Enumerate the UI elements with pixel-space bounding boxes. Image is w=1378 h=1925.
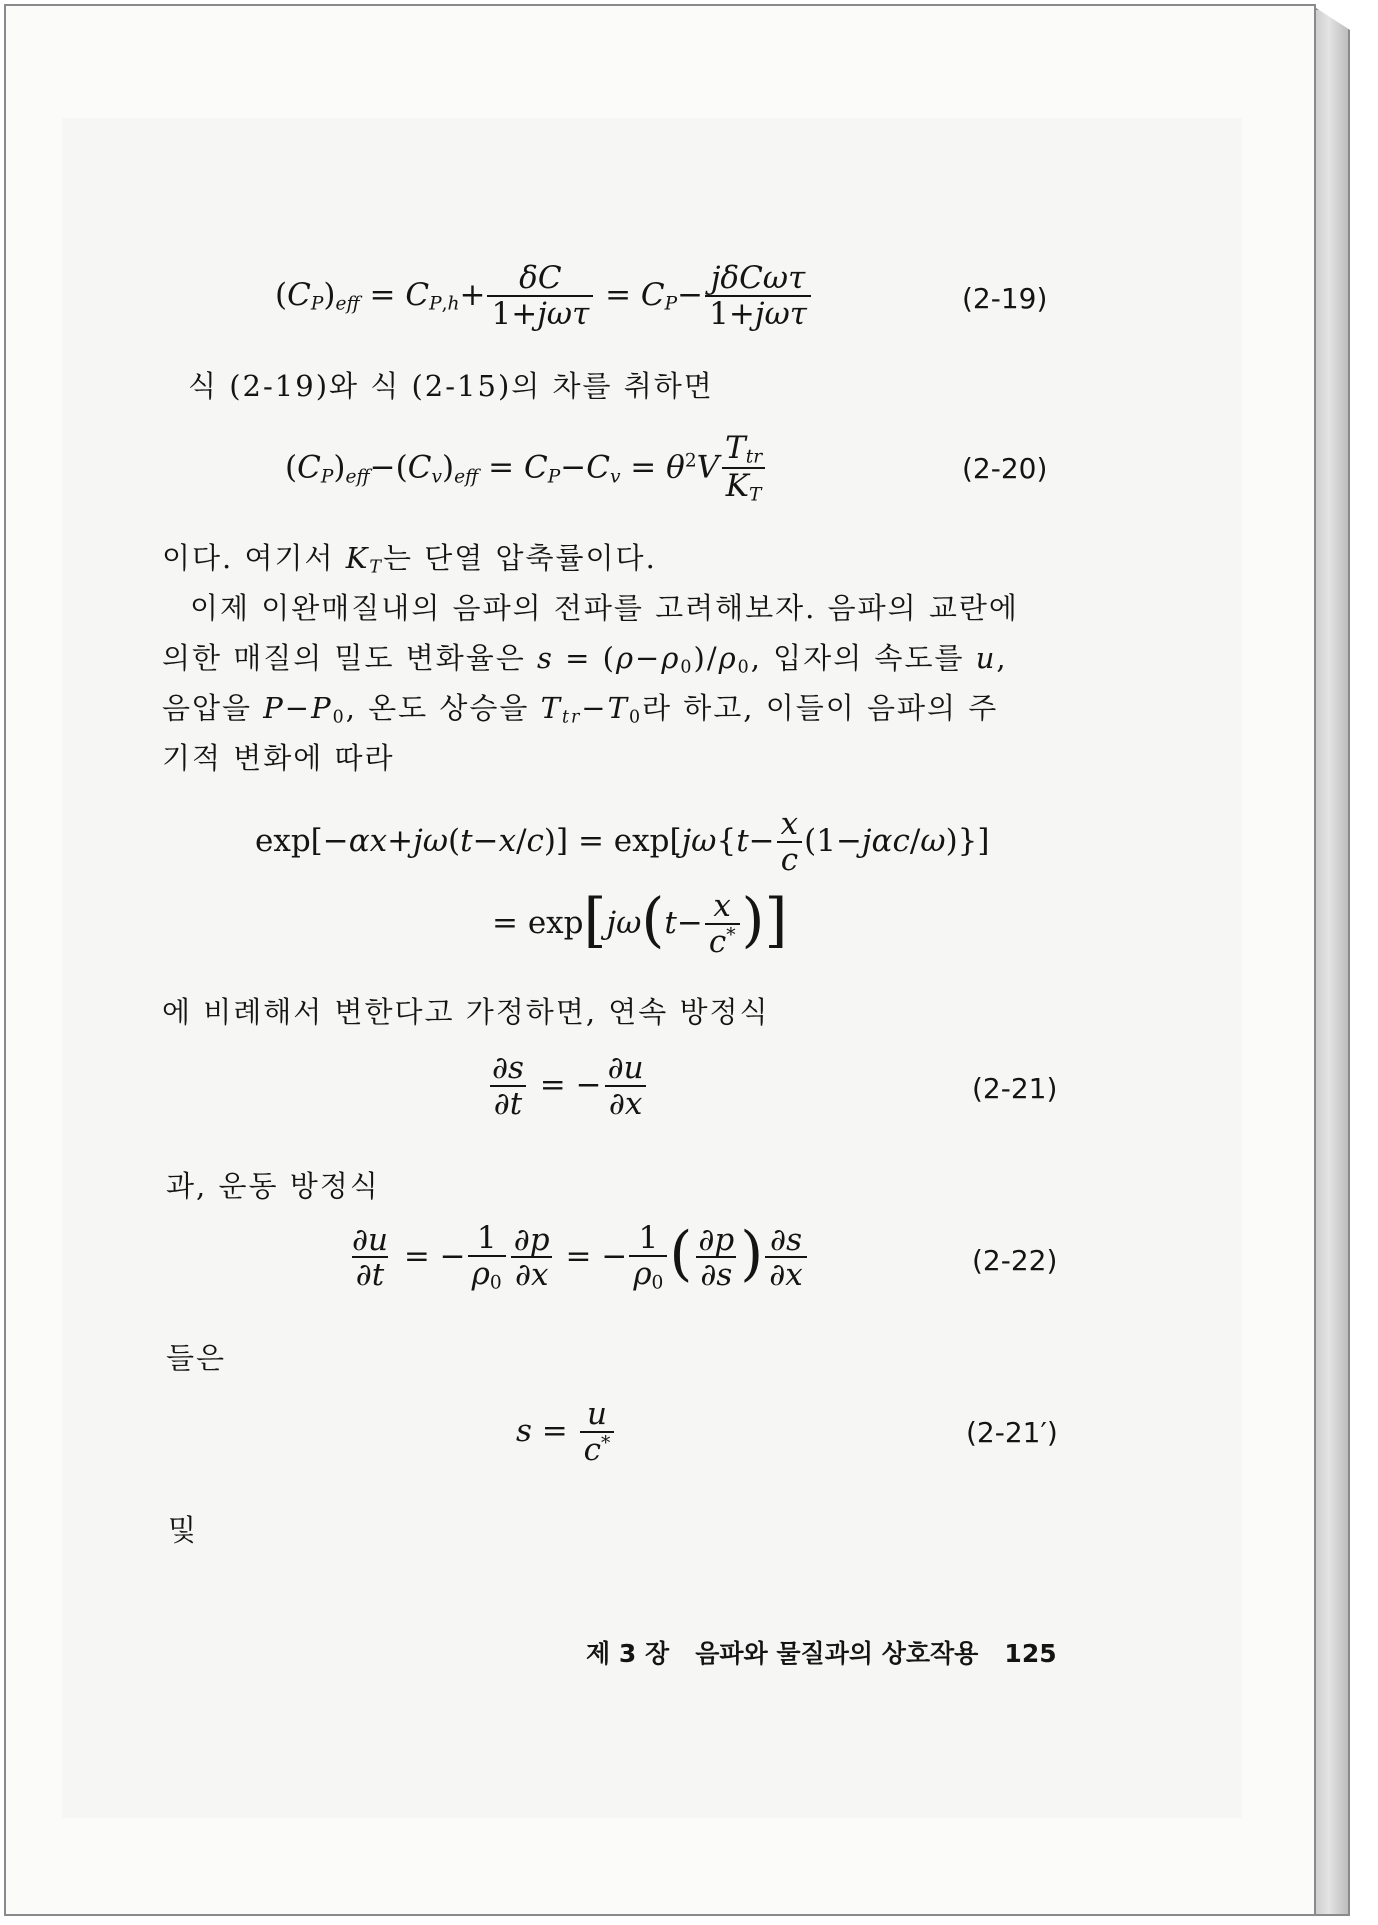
paragraph-text: 이다. 여기서 $K_T$는 단열 압축률이다. [162,541,657,578]
equation-exp-2: = exp[jω(t− $\frac{x}{c^*}$ )] [492,884,788,960]
paragraph-line: 의한 매질의 밀도 변화율은 $s = (\rho-\rho_0)/\rho_0$, 입자의 속도를 u, [162,641,1008,678]
equation-number: (2-22) [972,1244,1058,1277]
running-footer [586,1634,1057,1670]
paragraph-text: 과, 운동 방정식 [166,1169,380,1203]
equation-2-20: $(C_P)_{eff}-(C_v)_{eff} = C_P-C_v = \theta^2V$ $\frac{T_{tr}}{K_T}$ [285,432,768,506]
paragraph-line: 이제 이완매질내의 음파의 전파를 고려해보자. 음파의 교란에 [190,591,1019,625]
footer-title: 음파와 물질과의 상호작용 [695,1639,979,1668]
equation-2-21-prime: s = $\frac{u}{c^*}$ [516,1398,616,1467]
equation-number: (2-21) [972,1072,1058,1105]
paragraph-line: 음압을 $P-P_0$, 온도 상승을 $T_{tr}-T_0$라 하고, 이들이 음파의 주 [162,691,999,728]
equation-2-19: $(C_P)_{eff} = C_{P,h}+$ $\frac{\delta C}{\text{1+jωτ}}$ = $C_P-$ $\frac{\text{jδCωτ}}{\text{1+jωτ}}$ [275,262,813,331]
equation-2-21: $\frac{\partial s}{\partial t}$ = − $\frac{\partial u}{\partial x}$ [486,1052,650,1121]
page-stack-edge [1316,8,1350,1916]
equation-2-22: $\frac{\partial u}{\partial t}$ = − $\frac{1}{\rho_0}$ $\frac{\partial p}{\partial x}$ = − $\frac{1}{\rho_0}$ ( $\frac{\partial p}{\partial s}$ ) $\frac{\partial s}{\partial x}$ [346,1222,809,1294]
equation-number: (2-19) [962,282,1048,315]
paragraph-text: 들은 [166,1341,227,1375]
equation-exp-1: exp[−αx+jω(t−x/c)] = exp[jω{t− $\frac{x}{c}$ (1−jαc/ω)}] [255,806,990,878]
paragraph-line: 기적 변화에 따라 [162,741,395,775]
paragraph-text: 식 (2-19)와 식 (2-15)의 차를 취하면 [188,369,714,403]
footer-chapter: 제 3 장 [586,1639,670,1668]
equation-number: (2-21′) [966,1416,1058,1449]
page-number: 125 [1004,1639,1057,1668]
paragraph-text: 에 비례해서 변한다고 가정하면, 연속 방정식 [162,995,770,1029]
paragraph-text: 및 [168,1513,199,1547]
equation-number: (2-20) [962,452,1048,485]
